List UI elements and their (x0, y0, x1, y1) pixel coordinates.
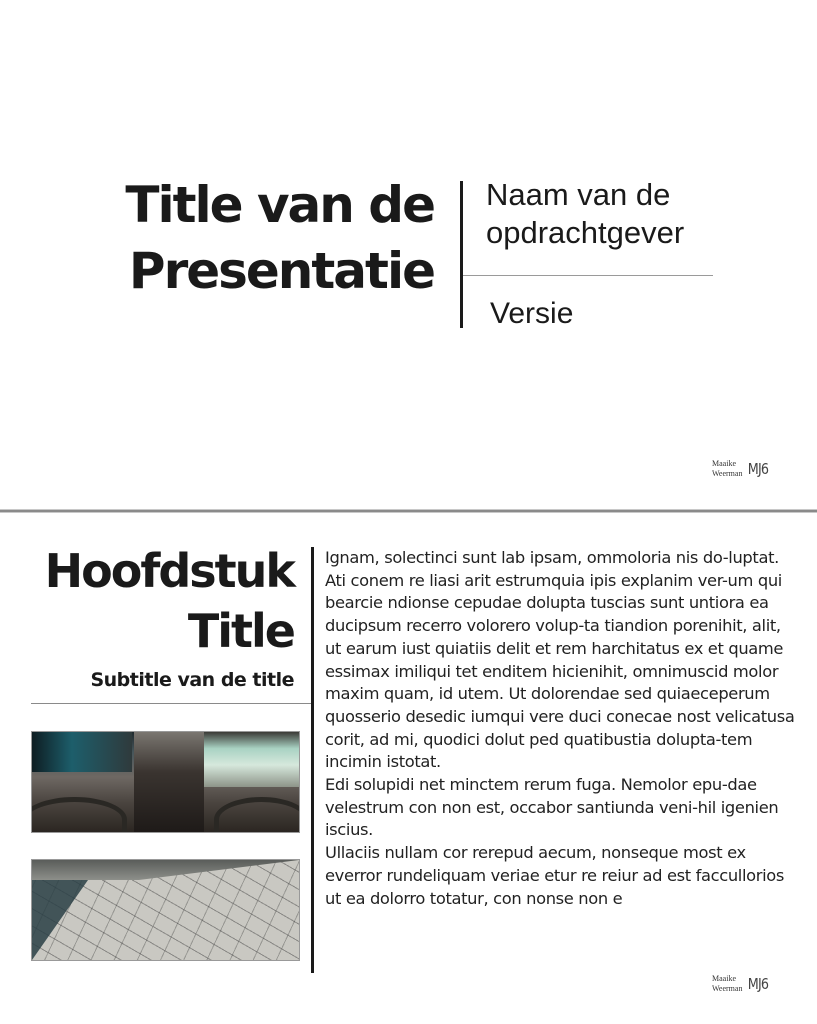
tiled-wall-photo (31, 859, 300, 961)
photo-detail (134, 732, 204, 832)
escalator-photo (31, 731, 300, 833)
paragraph: Edi solupidi net minctem rerum fuga. Nemolor epu-dae velestrum con non est, occabor santiunda veni-hil igenien iscius. (325, 775, 779, 840)
chapter-title (45, 541, 294, 661)
brand-logo (712, 974, 770, 994)
body-text (325, 547, 795, 910)
photo-detail (32, 732, 132, 772)
chapter-title-line-2: Title (187, 604, 294, 658)
brand-name-line-1: Maaike (712, 974, 736, 983)
brand-name (712, 974, 742, 994)
version-label: Versie (490, 297, 574, 330)
brand-name-line-2: Weerman (712, 984, 743, 993)
brand-logo (712, 459, 770, 479)
client-name-line-2: opdrachtgever (486, 215, 685, 250)
brand-name-line-2: Weerman (712, 469, 743, 478)
chapter-slide (0, 513, 817, 1024)
presentation-title (125, 172, 434, 304)
photo-detail (214, 797, 300, 833)
horizontal-divider (31, 703, 311, 704)
chapter-subtitle: Subtitle van de title (90, 669, 294, 691)
vertical-divider (311, 547, 314, 973)
brand-name-line-1: Maaike (712, 459, 736, 468)
photo-detail (31, 797, 127, 833)
presentation-title-line-1: Title van de (125, 176, 434, 234)
paragraph: Ignam, solectinci sunt lab ipsam, ommoloria nis do-luptat. (325, 548, 779, 567)
horizontal-divider (463, 275, 713, 276)
title-slide (0, 0, 817, 509)
chapter-title-line-1: Hoofdstuk (44, 544, 294, 598)
presentation-title-line-2: Presentatie (128, 242, 434, 300)
monogram-icon: MJ6 (748, 460, 769, 478)
paragraph: Ullaciis nullam cor rerepud aecum, nonseque most ex everror rundeliquam veriae etur re reiur ad est faccullorios ut ea dolorro totatur, con nonse non e (325, 843, 785, 908)
photo-detail (189, 732, 299, 787)
client-name (486, 176, 684, 252)
paragraph: Ati conem re liasi arit estrumquia ipis explanim ver-um qui bearcie ndionse cepudae dolupta tuscias sunt untiora ea ducipsum recerro volorero volup-ta tiandion porenihit, alit, ut earum iust quiatiis delit et rem harchitatus ex et quame essimax imiliqui tet enditem hicienihit, omnimuscid molor maxim quam, id utem. Ut dolorendae sed quiaeceperum quosserio desedic iumqui vere duci conecae nost velicatusa corit, ad mi, quodici dolut ped quatibustia dolupta-tem incimin istotat. (325, 570, 795, 772)
brand-name (712, 459, 742, 479)
monogram-icon: MJ6 (748, 975, 769, 993)
client-name-line-1: Naam van de (486, 177, 671, 212)
vertical-divider (460, 181, 463, 328)
